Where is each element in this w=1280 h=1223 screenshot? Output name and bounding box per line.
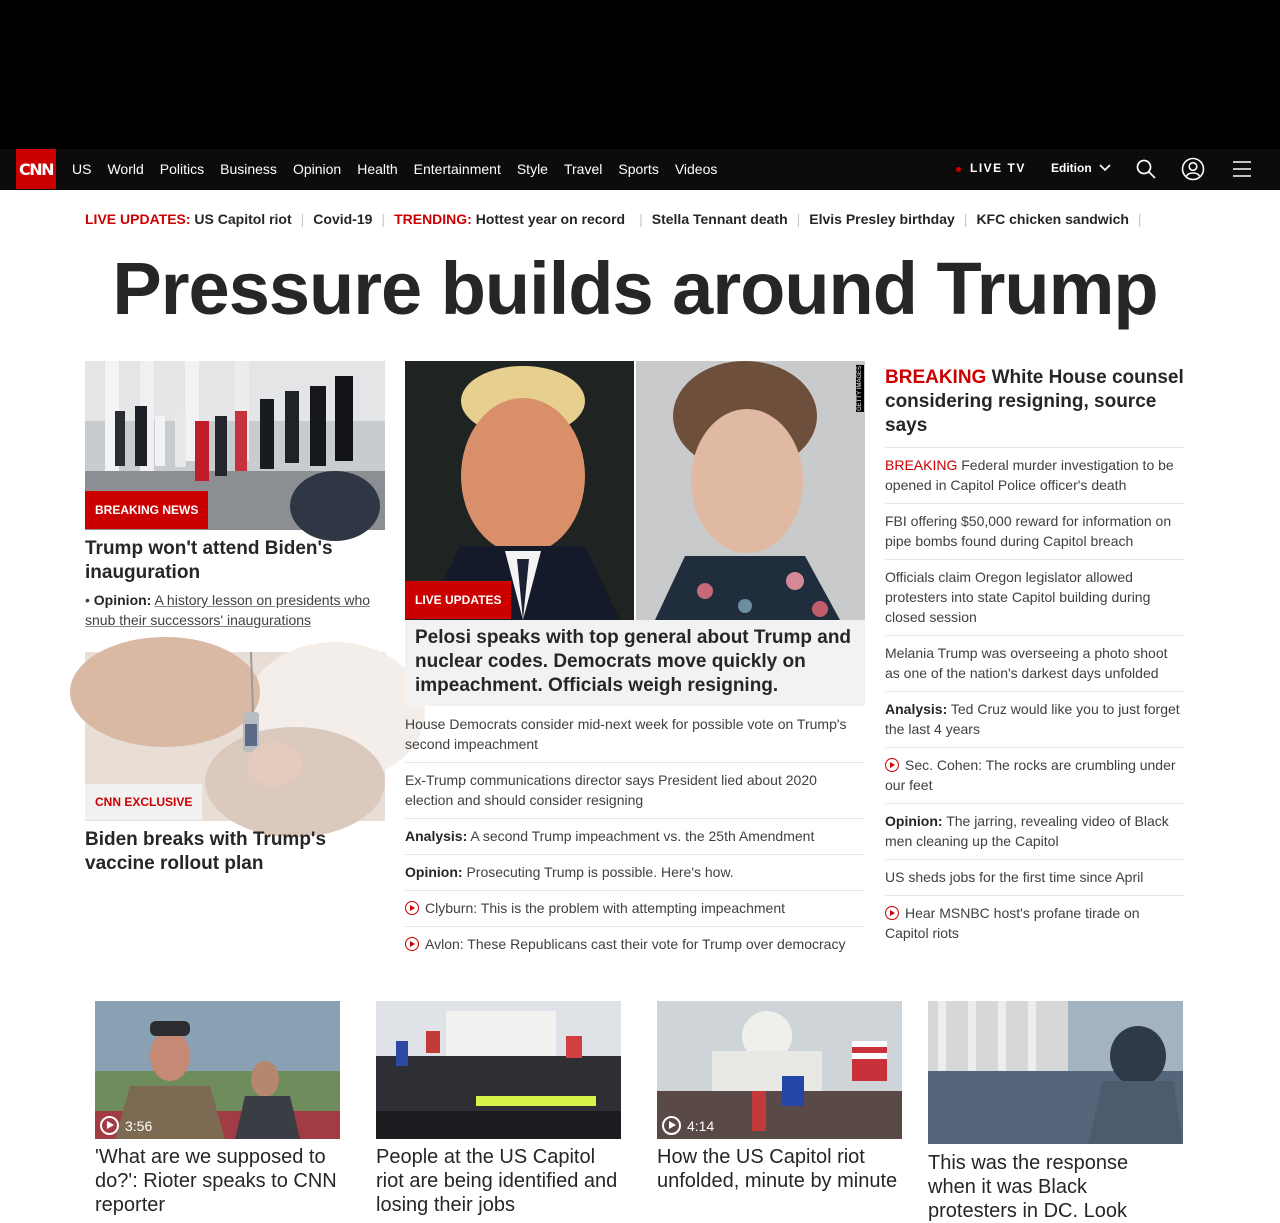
center-story-list: [405, 707, 865, 962]
nav-link-sports[interactable]: Sports: [618, 161, 659, 177]
video-thumbnail[interactable]: [657, 1001, 902, 1139]
item-text: Prosecuting Trump is possible. Here's how.: [466, 864, 734, 880]
list-item[interactable]: [885, 860, 1184, 896]
trending-link-stella-tennant[interactable]: Stella Tennant death: [651, 211, 788, 227]
cnn-logo[interactable]: CNN: [16, 149, 56, 189]
list-item[interactable]: [885, 748, 1184, 804]
play-video-icon: [405, 937, 419, 951]
edition-dropdown[interactable]: [1051, 161, 1111, 175]
item-text: Federal murder investigation to be opened in Capitol Police officer's death: [885, 457, 1174, 493]
list-item[interactable]: [885, 636, 1184, 692]
trending-link-kfc[interactable]: KFC chicken sandwich: [976, 211, 1129, 227]
ad-banner: [0, 0, 1280, 149]
video-duration: [662, 1116, 714, 1135]
trending-link-hottest-year[interactable]: Hottest year on record: [475, 211, 626, 227]
item-text: Clyburn: This is the problem with attempting impeachment: [425, 900, 786, 916]
item-text: House Democrats consider mid-next week for possible vote on Trump's second impeachment: [405, 716, 847, 752]
nav-link-us[interactable]: US: [72, 161, 92, 177]
list-item[interactable]: [405, 763, 865, 819]
photo-credit: GETTY IMAGES: [857, 366, 863, 411]
item-label: Opinion:: [405, 864, 463, 880]
nav-link-opinion[interactable]: Opinion: [292, 161, 342, 177]
item-label: BREAKING: [885, 457, 958, 473]
edition-label: Edition: [1051, 161, 1092, 175]
card-title[interactable]: People at the US Capitol riot are being identified and losing their jobs: [376, 1146, 618, 1216]
divider: |: [300, 211, 305, 227]
list-item[interactable]: [885, 692, 1184, 748]
list-item[interactable]: [405, 891, 865, 927]
play-video-icon: [885, 906, 899, 920]
list-item[interactable]: [885, 448, 1184, 504]
live-tv-link[interactable]: [956, 161, 1026, 175]
play-video-icon: [885, 758, 899, 772]
play-icon: [662, 1116, 681, 1135]
video-thumbnail[interactable]: [95, 1001, 340, 1139]
divider: |: [796, 211, 801, 227]
lead-story-title[interactable]: Pelosi speaks with top general about Trump and nuclear codes. Democrats move quickly on impeachment. Officials weigh resigning.: [405, 620, 865, 706]
card-title[interactable]: This was the response when it was Black protesters in DC. Look: [928, 1152, 1129, 1222]
article-thumbnail[interactable]: [928, 1001, 1183, 1144]
duration-text: 3:56: [125, 1117, 153, 1134]
list-item[interactable]: [405, 855, 865, 891]
trending-link-elvis[interactable]: Elvis Presley birthday: [809, 211, 955, 227]
breaking-label: BREAKING: [885, 367, 987, 388]
trending-bar: [85, 211, 1195, 227]
list-item[interactable]: [405, 707, 865, 763]
story-title[interactable]: Trump won't attend Biden's inauguration: [85, 538, 333, 583]
cnn-exclusive-tag: CNN EXCLUSIVE: [85, 784, 202, 820]
article-thumbnail[interactable]: [376, 1001, 621, 1139]
item-text: Ex-Trump communications director says President lied about 2020 election and should consider resigning: [405, 772, 817, 808]
item-text: Avlon: These Republicans cast their vote for Trump over democracy: [425, 936, 846, 952]
item-text: Sec. Cohen: The rocks are crumbling under our feet: [885, 757, 1176, 793]
breaking-headline[interactable]: [885, 366, 1185, 438]
nav-links: [64, 149, 725, 189]
divider: |: [963, 211, 968, 227]
search-icon[interactable]: [1134, 157, 1158, 181]
item-text: The jarring, revealing video of Black men cleaning up the Capitol: [885, 813, 1169, 849]
live-updates-tag: LIVE UPDATES: [405, 581, 511, 619]
right-story-list: [885, 448, 1184, 951]
nav-link-business[interactable]: Business: [220, 161, 277, 177]
item-text: Melania Trump was overseeing a photo shoot as one of the nation's darkest days unfolded: [885, 645, 1168, 681]
divider: |: [1137, 211, 1142, 227]
list-item[interactable]: [885, 896, 1184, 951]
opinion-label: Opinion:: [93, 592, 152, 608]
trending-label: TRENDING:: [394, 211, 472, 227]
item-text: FBI offering $50,000 reward for information on pipe bombs found during Capitol breach: [885, 513, 1172, 549]
list-item[interactable]: [405, 819, 865, 855]
card-title[interactable]: How the US Capitol riot unfolded, minute by minute: [657, 1146, 898, 1192]
item-text: US sheds jobs for the first time since April: [885, 869, 1144, 885]
card-title[interactable]: 'What are we supposed to do?': Rioter speaks to CNN reporter: [95, 1146, 337, 1216]
sublink-text: A history lesson on presidents who snub their successors' inaugurations: [85, 592, 371, 628]
nav-link-videos[interactable]: Videos: [674, 161, 718, 177]
list-item[interactable]: [885, 804, 1184, 860]
divider: |: [381, 211, 386, 227]
duration-text: 4:14: [687, 1117, 715, 1134]
list-item[interactable]: [405, 927, 865, 962]
live-dot-icon: [956, 167, 961, 172]
live-updates-label: LIVE UPDATES:: [85, 211, 191, 227]
item-label: Analysis:: [405, 828, 468, 844]
story-title[interactable]: Biden breaks with Trump's vaccine rollout plan: [85, 829, 327, 874]
breaking-title: White House counsel considering resigning, source says: [885, 367, 1184, 436]
top-navigation: [0, 149, 1280, 190]
list-item[interactable]: [885, 560, 1184, 636]
trending-link-covid[interactable]: Covid-19: [313, 211, 373, 227]
play-icon: [100, 1116, 119, 1135]
divider: |: [639, 211, 643, 227]
account-icon[interactable]: [1181, 157, 1205, 181]
item-text: Officials claim Oregon legislator allowed protesters into state Capitol building during closed session: [885, 569, 1151, 625]
list-item[interactable]: [885, 504, 1184, 560]
chevron-down-icon: [1099, 164, 1111, 172]
nav-link-entertainment[interactable]: Entertainment: [413, 161, 501, 177]
item-label: Opinion:: [885, 813, 943, 829]
play-video-icon: [405, 901, 419, 915]
nav-link-health[interactable]: Health: [357, 161, 398, 177]
video-duration: [100, 1116, 152, 1135]
item-text: Ted Cruz would like you to just forget the last 4 years: [885, 701, 1180, 737]
main-headline[interactable]: Pressure builds around Trump: [112, 247, 1158, 330]
trending-link-capitol-riot[interactable]: US Capitol riot: [194, 211, 292, 227]
nav-link-world[interactable]: World: [107, 161, 144, 177]
live-tv-label: LIVE TV: [970, 161, 1026, 175]
item-text: A second Trump impeachment vs. the 25th Amendment: [470, 828, 815, 844]
breaking-news-tag: BREAKING NEWS: [85, 491, 208, 529]
menu-icon[interactable]: [1230, 157, 1254, 181]
bullet: •: [85, 592, 90, 608]
item-label: Analysis:: [885, 701, 948, 717]
nav-link-style[interactable]: Style: [516, 161, 548, 177]
nav-link-travel[interactable]: Travel: [563, 161, 603, 177]
nav-link-politics[interactable]: Politics: [159, 161, 205, 177]
item-text: Hear MSNBC host's profane tirade on Capitol riots: [885, 905, 1140, 941]
story-sublink[interactable]: [85, 590, 385, 630]
